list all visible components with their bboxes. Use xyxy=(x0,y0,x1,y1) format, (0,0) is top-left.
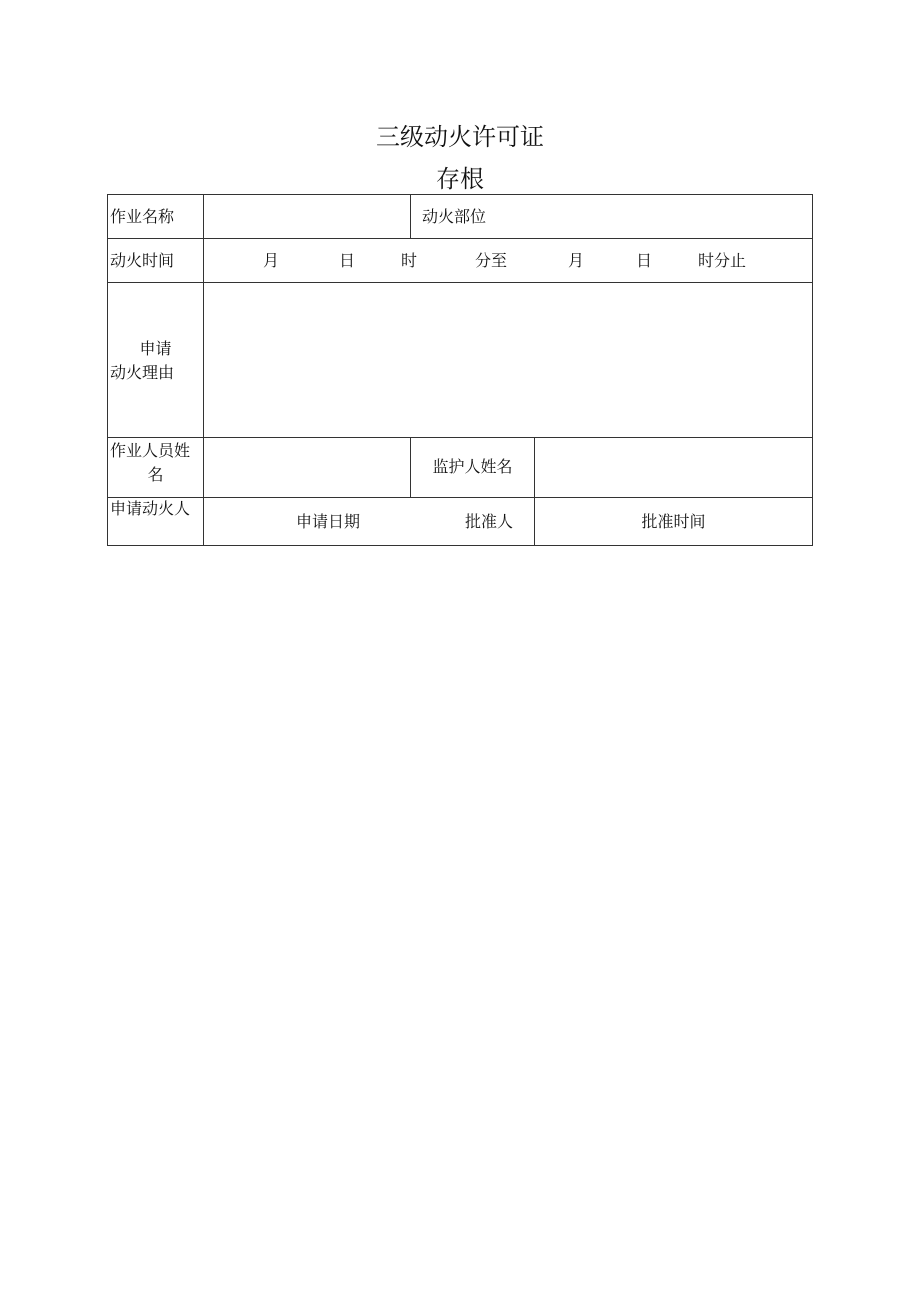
reason-label-line1: 申请 xyxy=(139,339,172,358)
apply-date-label: 申请日期 xyxy=(296,512,361,531)
start-day-label: 日 xyxy=(339,251,356,270)
worker-name-field[interactable] xyxy=(208,455,404,479)
end-day-label: 日 xyxy=(636,251,653,270)
reason-label-line2: 动火理由 xyxy=(110,363,175,382)
column-divider xyxy=(203,195,204,545)
document-title: 三级动火许可证 xyxy=(376,123,544,151)
document-subtitle: 存根 xyxy=(436,165,484,193)
row-divider xyxy=(108,238,812,239)
reason-field[interactable] xyxy=(208,289,806,429)
work-name-label: 作业名称 xyxy=(110,207,175,226)
worker-name-label-line2: 名 xyxy=(147,465,164,484)
row-divider xyxy=(108,437,812,438)
applicant-label: 申请动火人 xyxy=(110,499,191,518)
row-divider xyxy=(108,282,812,283)
start-month-label: 月 xyxy=(263,251,280,270)
permit-form-table xyxy=(107,194,813,546)
fire-time-label: 动火时间 xyxy=(110,251,175,270)
guardian-name-label: 监护人姓名 xyxy=(432,457,513,476)
fire-location-label: 动火部位 xyxy=(422,207,487,226)
guardian-name-field[interactable] xyxy=(540,455,806,479)
work-name-field[interactable] xyxy=(208,205,404,229)
start-hour-label: 时 xyxy=(401,251,418,270)
approver-label: 批准人 xyxy=(465,512,514,531)
column-divider xyxy=(410,195,411,238)
row-divider xyxy=(108,497,812,498)
worker-name-label-line1: 作业人员姓 xyxy=(110,441,191,460)
start-minute-to-label: 分至 xyxy=(475,251,508,270)
approve-time-label: 批准时间 xyxy=(641,512,706,531)
end-month-label: 月 xyxy=(568,251,585,270)
end-time-label: 时分止 xyxy=(698,251,747,270)
fire-location-field[interactable] xyxy=(498,205,806,229)
